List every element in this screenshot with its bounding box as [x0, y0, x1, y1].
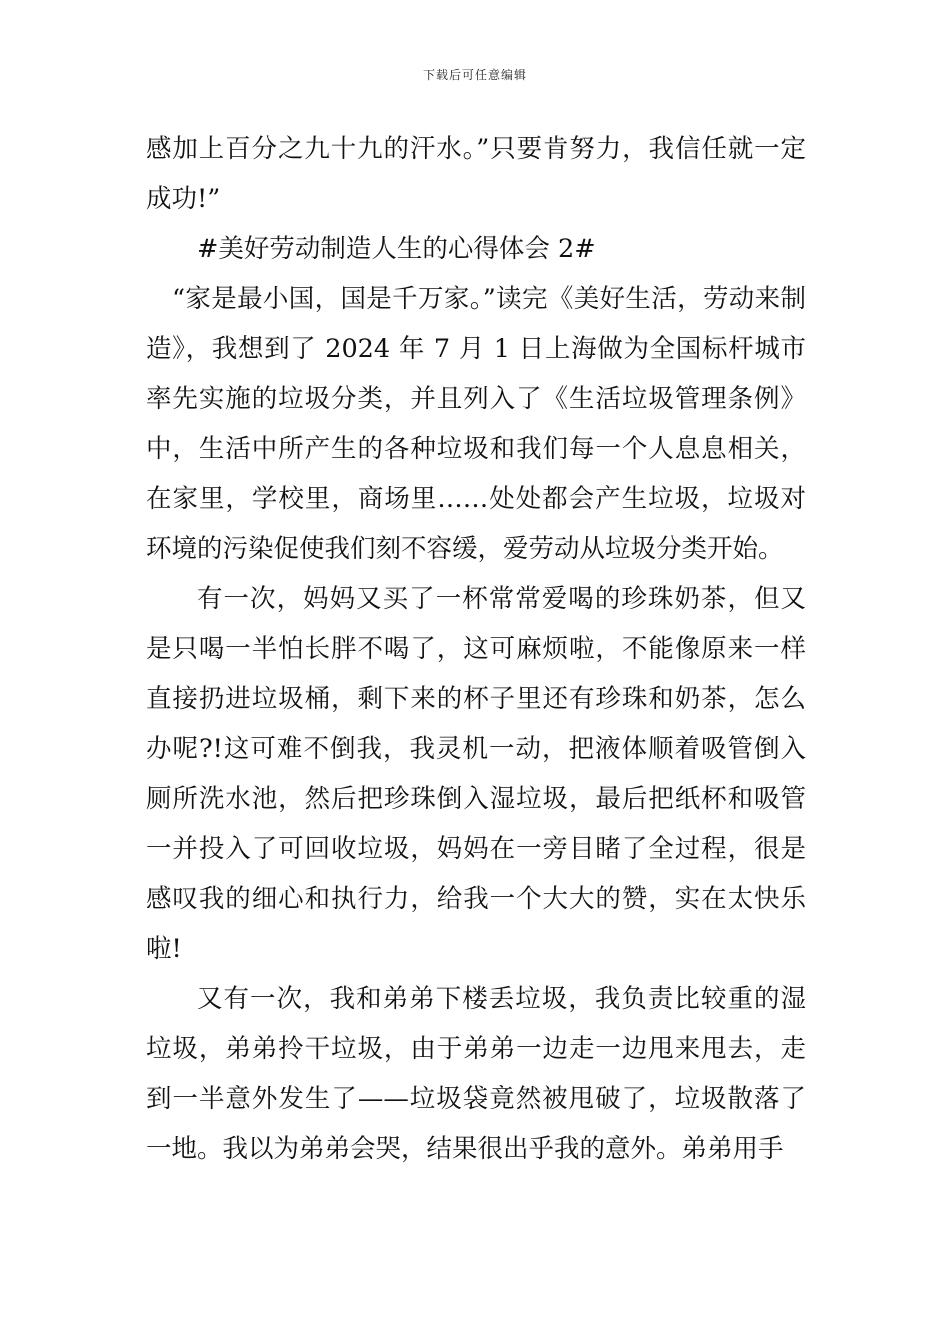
paragraph-1: “家是最小国，国是千万家。”读完《美好生活，劳动来制造》，我想到了 2024 年 7 月 1 日上海做为全国标杆城市率先实施的垃圾分类，并且列入了《生活垃圾管理条例》中，生活中所产生的各种垃圾和我们每一个人息息相关，在家里，学校里，商场里……处处都会产生垃圾，垃圾对环境的污染促使我们刻不容缓，爱劳动从垃圾分类开始。: [146, 284, 806, 564]
document-body: [146, 124, 806, 1174]
page-header: 下载后可任意编辑: [422, 68, 527, 82]
section-heading: #美好劳动制造人生的心得体会 2#: [197, 234, 596, 264]
continued-paragraph: 感加上百分之九十九的汗水。”只要肯努力，我信任就一定成功!”: [146, 134, 806, 214]
paragraph-3: 又有一次，我和弟弟下楼丢垃圾，我负责比较重的湿垃圾，弟弟拎干垃圾，由于弟弟一边走一边甩来甩去，走到一半意外发生了——垃圾袋竟然被甩破了，垃圾散落了一地。我以为弟弟会哭，结果很出乎我的意外。弟弟用手: [146, 984, 806, 1164]
paragraph-2: 有一次，妈妈又买了一杯常常爱喝的珍珠奶茶，但又是只喝一半怕长胖不喝了，这可麻烦啦，不能像原来一样直接扔进垃圾桶，剩下来的杯子里还有珍珠和奶茶，怎么办呢?!这可难不倒我，我灵机一动，把液体顺着吸管倒入厕所洗水池，然后把珍珠倒入湿垃圾，最后把纸杯和吸管一并投入了可回收垃圾，妈妈在一旁目睹了全过程，很是感叹我的细心和执行力，给我一个大大的赞，实在太快乐啦!: [146, 584, 806, 964]
